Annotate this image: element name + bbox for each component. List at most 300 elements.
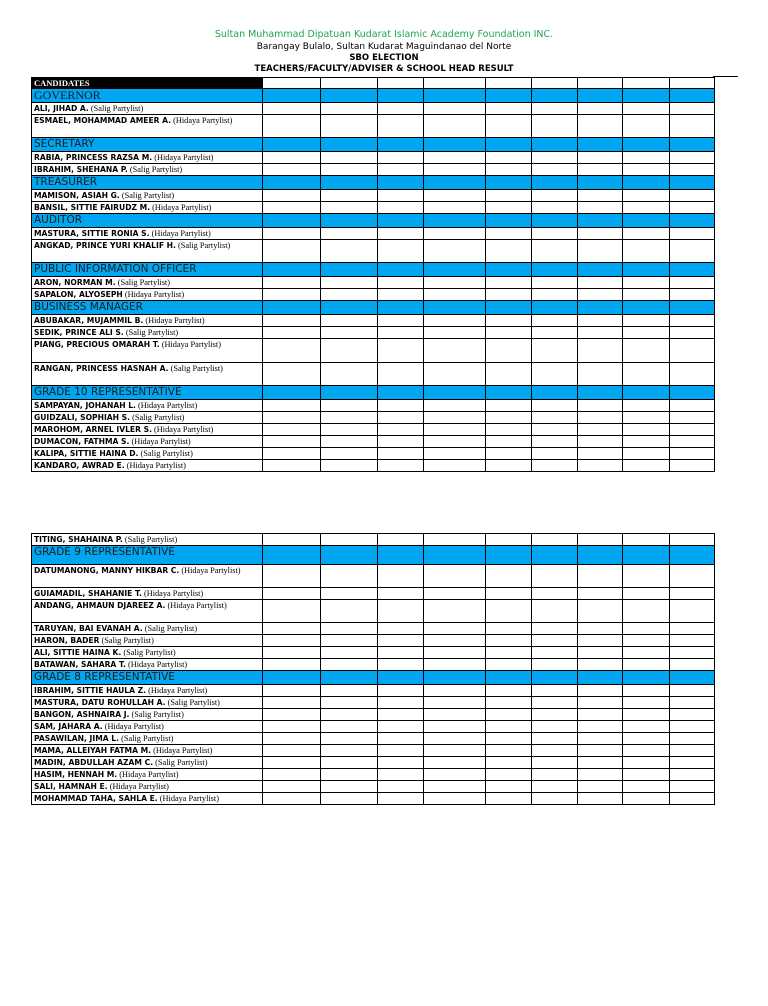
tally-cell xyxy=(532,745,578,757)
tally-cell xyxy=(321,363,378,386)
candidate-party: (Hidaya Partylist) xyxy=(145,316,205,325)
tally-cell xyxy=(486,448,532,460)
tally-cell xyxy=(263,721,321,733)
tally-cell xyxy=(321,697,378,709)
tally-cell xyxy=(623,152,670,164)
tally-cell xyxy=(424,647,486,659)
tally-cell xyxy=(623,400,670,412)
tally-cell xyxy=(486,202,532,214)
tally-cell xyxy=(424,277,486,289)
tally-cell xyxy=(263,138,321,152)
tally-cell xyxy=(578,327,623,339)
tally-cell xyxy=(670,745,715,757)
section-row-public-information-officer xyxy=(32,263,715,277)
tally-cell xyxy=(623,289,670,301)
tally-cell xyxy=(486,386,532,400)
tally-cell xyxy=(424,152,486,164)
tally-cell xyxy=(532,757,578,769)
tally-cell xyxy=(263,339,321,363)
tally-cell xyxy=(623,176,670,190)
candidate-party: (Hidaya Partylist) xyxy=(126,461,186,470)
tally-cell xyxy=(321,635,378,647)
tally-cell xyxy=(424,327,486,339)
candidate-name: ARON, NORMAN M. xyxy=(34,278,116,287)
tally-cell xyxy=(532,400,578,412)
tally-cell xyxy=(263,588,321,600)
tally-cell xyxy=(623,448,670,460)
tally-cell xyxy=(670,240,715,263)
tally-cell xyxy=(378,448,424,460)
tally-cell xyxy=(578,339,623,363)
tally-cell xyxy=(486,600,532,623)
tally-cell xyxy=(532,769,578,781)
results-table-page-2 xyxy=(31,533,715,805)
candidate-party: (Hidaya Partylist) xyxy=(127,660,188,669)
candidate-name: SAPALON, ALYOSEPH xyxy=(34,290,123,299)
tally-cell xyxy=(263,709,321,721)
candidate-cell xyxy=(32,412,263,424)
tally-cell xyxy=(378,315,424,327)
tally-cell xyxy=(623,190,670,202)
candidate-name: BANGON, ASHNAIRA J. xyxy=(34,710,130,719)
candidate-row xyxy=(32,448,715,460)
tally-cell xyxy=(486,623,532,635)
tally-cell xyxy=(321,89,378,103)
candidate-cell xyxy=(32,647,263,659)
tally-cell xyxy=(532,214,578,228)
candidate-party: (Hidaya Partylist) xyxy=(138,401,198,410)
tally-cell xyxy=(424,301,486,315)
tally-cell xyxy=(578,412,623,424)
tally-cell xyxy=(321,327,378,339)
tally-cell xyxy=(263,697,321,709)
tally-cell xyxy=(670,301,715,315)
tally-cell xyxy=(578,721,623,733)
tally-cell xyxy=(263,176,321,190)
tally-cell xyxy=(486,164,532,176)
tally-cell xyxy=(532,448,578,460)
tally-cell xyxy=(623,301,670,315)
section-title: AUDITOR xyxy=(32,214,263,228)
tally-cell xyxy=(578,152,623,164)
tally-cell xyxy=(378,671,424,685)
tally-cell xyxy=(486,289,532,301)
section-title: GRADE 9 REPRESENTATIVE xyxy=(32,546,263,565)
tally-cell xyxy=(670,460,715,472)
tally-cell xyxy=(263,214,321,228)
tally-cell xyxy=(670,289,715,301)
candidate-cell xyxy=(32,757,263,769)
tally-cell xyxy=(378,721,424,733)
candidate-name: MOHAMMAD TAHA, SAHLA E. xyxy=(34,794,158,803)
tally-cell xyxy=(263,240,321,263)
tally-cell xyxy=(263,546,321,565)
candidate-name: SAMPAYAN, JOHANAH L. xyxy=(34,401,136,410)
tally-cell xyxy=(532,697,578,709)
tally-cell xyxy=(623,546,670,565)
tally-cell xyxy=(321,190,378,202)
tally-cell xyxy=(486,315,532,327)
tally-cell xyxy=(623,89,670,103)
tally-cell xyxy=(321,623,378,635)
tally-cell xyxy=(578,363,623,386)
tally-cell xyxy=(486,659,532,671)
tally-cell xyxy=(670,89,715,103)
section-row-grade-9-representative xyxy=(32,546,715,565)
candidate-name: MAMA, ALLEIYAH FATMA M. xyxy=(34,746,152,755)
candidate-party: (Salig Partylist) xyxy=(129,165,183,174)
candidate-name: PASAWILAN, JIMA L. xyxy=(34,734,120,743)
tally-cell xyxy=(623,460,670,472)
tally-cell xyxy=(321,386,378,400)
candidate-party: (Salig Partylist) xyxy=(140,449,193,458)
tally-cell xyxy=(578,315,623,327)
tally-cell xyxy=(424,781,486,793)
candidate-cell xyxy=(32,202,263,214)
tally-cell xyxy=(670,781,715,793)
tally-cell xyxy=(578,115,623,138)
tally-cell xyxy=(578,588,623,600)
candidate-row xyxy=(32,460,715,472)
tally-cell xyxy=(263,190,321,202)
candidate-row xyxy=(32,659,715,671)
tally-cell xyxy=(321,745,378,757)
candidate-name: GUIAMADIL, SHAHANIE T. xyxy=(34,589,142,598)
candidate-cell xyxy=(32,721,263,733)
candidate-row xyxy=(32,635,715,647)
tally-cell xyxy=(623,647,670,659)
tally-cell xyxy=(321,240,378,263)
tally-cell xyxy=(670,709,715,721)
tally-cell xyxy=(486,263,532,277)
tally-cell xyxy=(424,600,486,623)
tally-cell xyxy=(670,623,715,635)
tally-cell xyxy=(578,647,623,659)
candidate-party: (Hidaya Partylist) xyxy=(167,601,227,610)
tally-cell xyxy=(378,228,424,240)
tally-cell xyxy=(378,436,424,448)
tally-cell xyxy=(321,263,378,277)
tally-cell xyxy=(378,412,424,424)
tally-cell xyxy=(670,588,715,600)
candidate-party: (Salig Partylist) xyxy=(132,413,185,422)
tally-cell xyxy=(424,460,486,472)
tally-cell xyxy=(486,793,532,805)
tally-cell xyxy=(263,460,321,472)
tally-cell xyxy=(532,635,578,647)
tally-cell xyxy=(263,733,321,745)
candidate-row xyxy=(32,363,715,386)
candidate-row xyxy=(32,600,715,623)
tally-cell xyxy=(321,339,378,363)
candidate-cell xyxy=(32,623,263,635)
candidate-name: HARON, BADER xyxy=(34,636,100,645)
tally-cell xyxy=(670,424,715,436)
tally-cell xyxy=(378,647,424,659)
tally-cell xyxy=(263,781,321,793)
candidate-name: BATAWAN, SAHARA T. xyxy=(34,660,126,669)
candidate-row xyxy=(32,436,715,448)
tally-cell xyxy=(263,659,321,671)
section-row-treasurer xyxy=(32,176,715,190)
candidate-row xyxy=(32,647,715,659)
candidate-cell xyxy=(32,289,263,301)
tally-cell xyxy=(321,659,378,671)
school-name: Sultan Muhammad Dipatuan Kudarat Islamic Academy Foundation INC. xyxy=(214,29,554,40)
candidate-party: (Salig Partylist) xyxy=(131,710,184,719)
tally-cell xyxy=(532,647,578,659)
candidate-party: (Salig Partylist) xyxy=(144,624,198,633)
tally-cell xyxy=(263,386,321,400)
tally-cell xyxy=(578,202,623,214)
tally-cell xyxy=(532,534,578,546)
tally-cell xyxy=(578,138,623,152)
candidate-party: (Hidaya Partylist) xyxy=(154,153,214,162)
tally-cell xyxy=(263,412,321,424)
tally-cell xyxy=(578,769,623,781)
header-rule xyxy=(713,76,738,77)
tally-cell xyxy=(424,138,486,152)
tally-cell xyxy=(263,89,321,103)
tally-cell xyxy=(378,546,424,565)
tally-cell xyxy=(378,659,424,671)
tally-cell xyxy=(378,115,424,138)
candidate-party: (Salig Partylist) xyxy=(90,104,144,113)
tally-cell xyxy=(321,277,378,289)
tally-cell xyxy=(578,733,623,745)
candidate-party: (Hidaya Partylist) xyxy=(152,203,212,212)
tally-cell xyxy=(378,424,424,436)
tally-cell xyxy=(578,289,623,301)
tally-cell xyxy=(321,647,378,659)
candidate-party: (Hidaya Partylist) xyxy=(161,340,221,349)
tally-cell xyxy=(532,228,578,240)
candidate-cell xyxy=(32,152,263,164)
tally-cell xyxy=(670,600,715,623)
tally-cell xyxy=(486,327,532,339)
tally-cell xyxy=(378,386,424,400)
tally-cell xyxy=(378,781,424,793)
candidate-party: (Hidaya Partylist) xyxy=(104,722,164,731)
tally-cell xyxy=(623,138,670,152)
tally-cell xyxy=(532,190,578,202)
tally-cell xyxy=(623,623,670,635)
candidate-name: MASTURA, DATU ROHULLAH A. xyxy=(34,698,166,707)
tally-cell xyxy=(670,115,715,138)
tally-cell xyxy=(532,89,578,103)
tally-cell xyxy=(578,103,623,115)
tally-cell xyxy=(670,190,715,202)
candidate-name: TITING, SHAHAINA P. xyxy=(34,535,123,544)
tally-cell xyxy=(321,565,378,588)
tally-cell xyxy=(578,436,623,448)
candidate-row xyxy=(32,769,715,781)
tally-cell xyxy=(578,623,623,635)
tally-cell xyxy=(263,436,321,448)
tally-cell xyxy=(378,685,424,697)
tally-cell xyxy=(578,793,623,805)
candidate-row xyxy=(32,103,715,115)
candidate-cell xyxy=(32,565,263,588)
tally-cell xyxy=(486,424,532,436)
tally-cell xyxy=(670,327,715,339)
tally-cell xyxy=(424,436,486,448)
tally-cell xyxy=(623,769,670,781)
tally-cell xyxy=(321,793,378,805)
tally-cell xyxy=(623,240,670,263)
tally-cell xyxy=(378,363,424,386)
results-table-page-1 xyxy=(31,77,715,472)
tally-cell xyxy=(532,386,578,400)
tally-cell xyxy=(263,202,321,214)
candidate-row xyxy=(32,240,715,263)
tally-cell xyxy=(424,769,486,781)
tally-cell xyxy=(670,202,715,214)
candidate-row xyxy=(32,793,715,805)
candidate-party: (Hidaya Partylist) xyxy=(109,782,169,791)
tally-cell xyxy=(578,697,623,709)
candidate-cell xyxy=(32,781,263,793)
tally-cell xyxy=(670,412,715,424)
candidate-row xyxy=(32,115,715,138)
candidate-cell xyxy=(32,600,263,623)
tally-cell xyxy=(623,386,670,400)
tally-cell xyxy=(532,277,578,289)
tally-cell xyxy=(670,263,715,277)
tally-cell xyxy=(578,277,623,289)
tally-cell xyxy=(670,635,715,647)
tally-cell xyxy=(263,793,321,805)
tally-cell xyxy=(578,671,623,685)
candidate-party: (Hidaya Partylist) xyxy=(181,566,241,575)
tally-cell xyxy=(321,152,378,164)
tally-cell xyxy=(578,424,623,436)
tally-cell xyxy=(321,202,378,214)
tally-cell xyxy=(486,412,532,424)
candidate-name: IBRAHIM, SHEHANA P. xyxy=(34,165,128,174)
candidate-party: (Hidaya Partylist) xyxy=(151,229,211,238)
tally-cell xyxy=(670,277,715,289)
tally-cell xyxy=(263,228,321,240)
tally-cell xyxy=(578,228,623,240)
candidate-row xyxy=(32,412,715,424)
tally-cell xyxy=(321,115,378,138)
candidate-name: SALI, HAMNAH E. xyxy=(34,782,108,791)
tally-cell xyxy=(378,534,424,546)
tally-cell xyxy=(424,115,486,138)
candidate-row xyxy=(32,277,715,289)
tally-cell xyxy=(623,412,670,424)
candidate-cell xyxy=(32,733,263,745)
candidate-cell xyxy=(32,793,263,805)
tally-cell xyxy=(670,386,715,400)
tally-cell xyxy=(424,721,486,733)
tally-cell xyxy=(424,534,486,546)
tally-cell xyxy=(321,103,378,115)
tally-cell xyxy=(486,277,532,289)
tally-cell xyxy=(623,327,670,339)
candidate-row xyxy=(32,190,715,202)
tally-cell xyxy=(321,176,378,190)
tally-cell xyxy=(623,363,670,386)
tally-cell xyxy=(378,697,424,709)
section-row-business-manager xyxy=(32,301,715,315)
tally-cell xyxy=(378,745,424,757)
tally-cell xyxy=(424,448,486,460)
tally-cell xyxy=(578,709,623,721)
tally-cell xyxy=(321,78,378,89)
tally-cell xyxy=(424,565,486,588)
tally-cell xyxy=(378,103,424,115)
tally-cell xyxy=(623,103,670,115)
section-row-auditor xyxy=(32,214,715,228)
tally-cell xyxy=(424,400,486,412)
tally-cell xyxy=(263,152,321,164)
tally-cell xyxy=(424,671,486,685)
candidate-party: (Salig Partylist) xyxy=(167,698,220,707)
candidate-cell xyxy=(32,588,263,600)
tally-cell xyxy=(670,400,715,412)
candidate-party: (Salig Partylist) xyxy=(155,758,208,767)
tally-cell xyxy=(378,757,424,769)
candidate-row xyxy=(32,709,715,721)
tally-cell xyxy=(321,448,378,460)
candidate-row xyxy=(32,327,715,339)
candidate-cell xyxy=(32,659,263,671)
tally-cell xyxy=(321,214,378,228)
section-row-governor xyxy=(32,89,715,103)
candidate-row xyxy=(32,289,715,301)
candidate-party: (Hidaya Partylist) xyxy=(143,589,204,598)
candidate-row xyxy=(32,781,715,793)
tally-cell xyxy=(623,721,670,733)
tally-cell xyxy=(623,315,670,327)
candidate-cell xyxy=(32,339,263,363)
section-row-secretary xyxy=(32,138,715,152)
candidate-row xyxy=(32,685,715,697)
tally-cell xyxy=(486,733,532,745)
tally-cell xyxy=(486,709,532,721)
tally-cell xyxy=(378,152,424,164)
tally-cell xyxy=(378,240,424,263)
section-row-grade-8-representative xyxy=(32,671,715,685)
candidate-name: MASTURA, SITTIE RONIA S. xyxy=(34,229,150,238)
candidate-name: MAROHOM, ARNEL IVLER S. xyxy=(34,425,152,434)
tally-cell xyxy=(424,363,486,386)
tally-cell xyxy=(578,89,623,103)
tally-cell xyxy=(424,588,486,600)
tally-cell xyxy=(623,228,670,240)
tally-cell xyxy=(321,671,378,685)
tally-cell xyxy=(670,436,715,448)
tally-cell xyxy=(486,685,532,697)
tally-cell xyxy=(263,448,321,460)
tally-cell xyxy=(486,138,532,152)
tally-cell xyxy=(424,793,486,805)
candidate-row xyxy=(32,400,715,412)
tally-cell xyxy=(670,685,715,697)
tally-cell xyxy=(321,534,378,546)
candidate-cell xyxy=(32,448,263,460)
tally-cell xyxy=(424,164,486,176)
tally-cell xyxy=(263,315,321,327)
tally-cell xyxy=(424,685,486,697)
tally-cell xyxy=(623,277,670,289)
candidate-row xyxy=(32,721,715,733)
tally-cell xyxy=(263,757,321,769)
tally-cell xyxy=(321,721,378,733)
section-row-grade-10-representative xyxy=(32,386,715,400)
